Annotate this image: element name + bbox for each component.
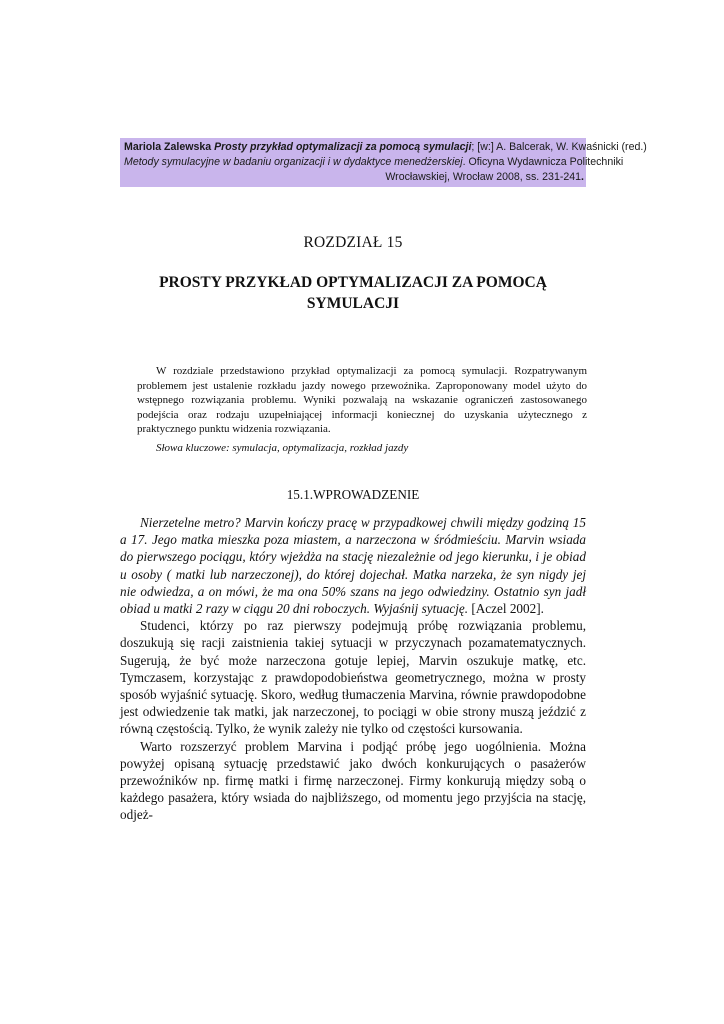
paragraph-1-reference: [Aczel 2002]. bbox=[468, 601, 544, 617]
citation-author: Mariola Zalewska bbox=[124, 141, 212, 153]
abstract-text: W rozdziale przedstawiono przykład optymalizacji za pomocą symulacji. Rozpatrywanym problemem jest ustalenie rozkładu jazdy nowego przewoźnika. Zaproponowany model użyto do wstępnego rozwiązania problemu. Wyniki pozwalają na wskazanie ograniczeń zastosowanego podejścia oraz rodzaju uzupełniającej informacji koniecznej do uzyskania użytecznego z praktycznego punktu widzenia rozwiązania. bbox=[137, 365, 587, 436]
paragraph-1-italic: Nierzetelne metro? Marvin kończy pracę w przypadkowej chwili między godziną 15 a 17. Jego matka mieszka poza miastem, a narzeczona w śródmieściu. Marvin wsiada do pierwszego pociągu, który wjeżdża na stację niezależnie od jego kierunku, i je obiad u osoby ( matki lub narzeczonej), do której dojechał. Matka narzeka, że syn nigdy jej nie odwiedza, a on mówi, że ma ona 50% szans na jego odwiedziny. Ostatnio syn jadł obiad u matki 2 razy w ciągu 20 dni roboczych. Wyjaśnij sytuację. bbox=[120, 515, 586, 617]
paragraph-1 bbox=[120, 514, 586, 617]
citation-line-3 bbox=[124, 170, 584, 185]
citation-line-2 bbox=[124, 155, 624, 170]
citation-title: Prosty przykład optymalizacji za pomocą symulacji bbox=[214, 141, 472, 153]
keywords: Słowa kluczowe: symulacja, optymalizacja, rozkład jazdy bbox=[156, 442, 409, 454]
paragraph-3: Warto rozszerzyć problem Marvina i podjąć próbę jego uogólnienia. Można powyżej opisaną sytuację przedstawić jako dwóch konkurujących o pasażerów przewoźników np. firmę matki i firmę narzeczonej. Firmy konkurują między sobą o każdego pasażera, który wsiada do najbliższego, od momentu jego przyjścia na stację, odjeż- bbox=[120, 738, 586, 823]
citation-editors: ; [w:] A. Balcerak, W. Kwaśnicki (red.) bbox=[471, 141, 647, 153]
chapter-title-line-1: PROSTY PRZYKŁAD OPTYMALIZACJI ZA POMOCĄ bbox=[159, 274, 547, 291]
paragraph-2: Studenci, którzy po raz pierwszy podejmują próbę rozwiązania problemu, doszukują się racji zaistnienia takiej sytuacji w przyczynach pozamatematycznych. Sugerują, że być może narzeczona gotuje lepiej, Marvin oszukuje matkę, etc. Tymczasem, korzystając z prawdopodobieństwa geometrycznego, można w prosty sposób wyjaśnić sytuację. Skoro, według tłumaczenia Marvina, równie prawdopodobne jest odwiedzenie tak matki, jak narzeczonej, to pociągi w obie strony muszą jeździć z równą częstością. Tylko, że wynik zależy nie tylko od częstości kursowania. bbox=[120, 618, 586, 737]
citation-line-1 bbox=[124, 140, 647, 155]
section-heading: 15.1.WPROWADZENIE bbox=[286, 487, 420, 502]
chapter-title bbox=[120, 272, 586, 314]
citation-publisher: . Oficyna Wydawnicza Politechniki bbox=[462, 156, 624, 168]
body-text bbox=[120, 514, 586, 824]
chapter-title-line-2: SYMULACJI bbox=[306, 295, 400, 312]
citation-place-pages: Wrocławskiej, Wrocław 2008, ss. 231-241 bbox=[385, 171, 582, 183]
citation-box bbox=[120, 138, 647, 187]
citation-book: Metody symulacyjne w badaniu organizacji i w dydaktyce menedżerskiej bbox=[124, 156, 463, 168]
chapter-label: ROZDZIAŁ 15 bbox=[303, 234, 403, 251]
abstract bbox=[137, 364, 587, 437]
citation-end: . bbox=[581, 171, 584, 183]
